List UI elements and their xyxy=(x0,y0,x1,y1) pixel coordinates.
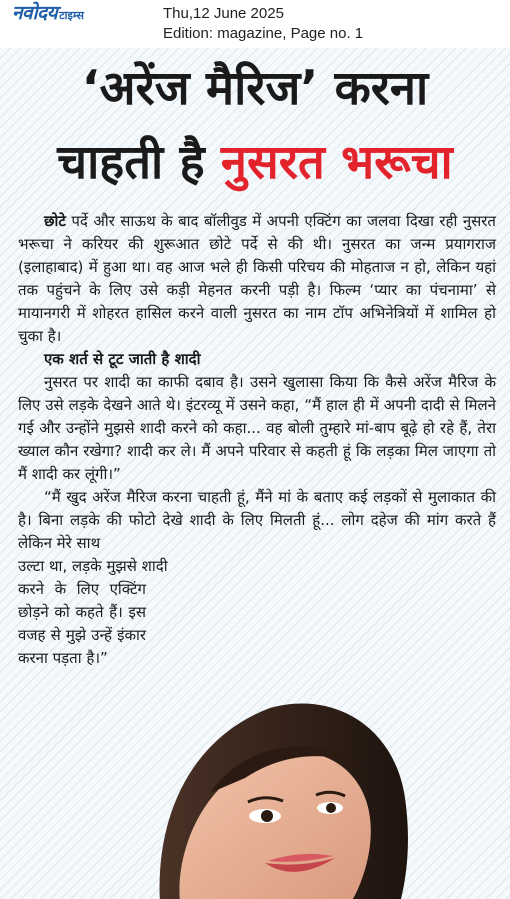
headline-black-part: चाहती है xyxy=(57,135,205,190)
article-body xyxy=(18,210,496,670)
headline-red-part: नुसरत भरूचा xyxy=(220,135,453,190)
logo-main-text: नवोदय xyxy=(12,2,58,24)
article-clip xyxy=(0,48,510,899)
logo-sub-text: टाइम्स xyxy=(59,9,84,22)
paragraph-3: “मैं खुद अरेंज मैरिज करना चाहती हूं, मैंने मां के बताए कई लड़कों से मुलाकात की है। बिना लड़के की फोटो देखे शादी के लिए मिलती हूं... लोग दहेज की मांग करते हैं लेकिन मेरे साथ xyxy=(18,488,496,552)
publication-logo[interactable] xyxy=(12,4,84,23)
paragraph-1-text: पर्दे और साऊथ के बाद बॉलीवुड में अपनी एक्टिंग का जलवा दिखा रही नुसरत भरूचा ने करियर की शुरूआत छोटे पर्दे से की थी। नुसरत का जन्म प्रयागराज (इलाहाबाद) में हुआ था। वह आज भले ही किसी परिचय की मोहताज न हो, लेकिन यहां तक पहुंचने के लिए उसे कड़ी मेहनत करनी पड़ी है। फिल्म ‘प्यार का पंचनामा’ से मायानगरी में शोहरत हासिल करने वाली नुसरत का नाम टॉप अभिनेत्रियों में शामिल हो चुका है। xyxy=(18,212,496,345)
paragraph-2: नुसरत पर शादी का काफी दबाव है। उसने खुलासा किया कि कैसे अरेंज मैरिज के लिए उसे लड़के देखने आते थे। इंटरव्यू में उसने कहा, “मैं हाल ही में अपनी दादी से मिलने गई और उन्होंने मुझसे शादी करने को कहा... वह बोली तुम्हारे मां-बाप बूढ़े हो रहे हैं, तेरा ख्याल कौन रखेगा? शादी कर ले। मैं अपने परिवार से कहती हूं कि लड़का मिल जाएगा तो मैं शादी कर लूंगी।” xyxy=(18,373,496,483)
actress-photo xyxy=(150,698,410,899)
paragraph-3-tail: करने के लिए एक्टिंग छोड़ने को कहते हैं। इस वजह से मुझे उन्हें इंकार करना पड़ता है।” xyxy=(18,580,146,667)
subheading: एक शर्त से टूट जाती है शादी xyxy=(44,350,201,368)
masthead-bar xyxy=(0,0,510,48)
edition-date: Thu,12 June 2025 xyxy=(163,5,284,22)
lead-word: छोटे xyxy=(44,212,66,230)
headline-line-1: ‘अरेंज मैरिज’ करना xyxy=(81,61,429,116)
paragraph-3-wrap-line: उल्टा था, लड़के मुझसे शादी xyxy=(18,557,168,575)
paragraph-1 xyxy=(18,210,496,348)
headline-line-2 xyxy=(0,136,510,190)
edition-page: Edition: magazine, Page no. 1 xyxy=(163,25,364,42)
edition-info xyxy=(163,4,363,44)
